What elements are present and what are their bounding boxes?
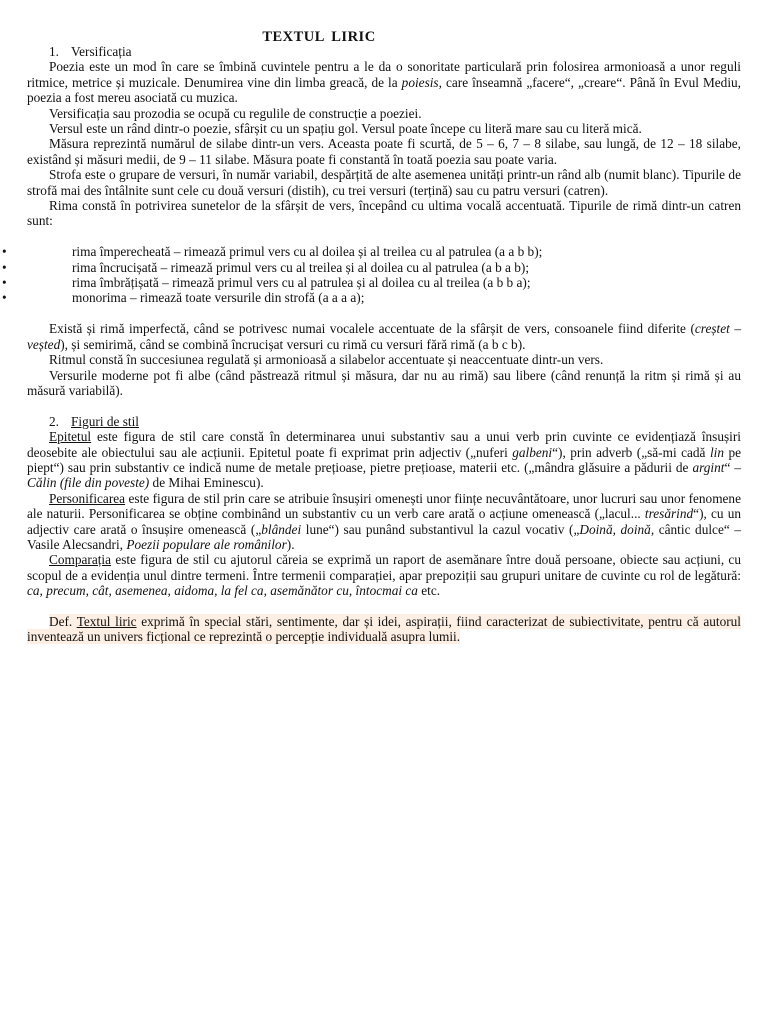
term-personificare: Personificarea	[49, 490, 126, 506]
list-item-text: rima îmbrățișată – rimează primul vers cu al patrulea și al doilea cu al treilea (a b b a);	[72, 275, 531, 291]
list-item	[2, 275, 741, 291]
text-run: , care înseamnă „facere“, „creare“. Până în Evul Mediu, poezia a fost mereu asociată cu muzica.	[27, 74, 741, 106]
bullet-icon: •	[2, 290, 7, 306]
document-title: TEXTUL LIRIC	[262, 29, 376, 45]
text-run: este figura de stil prin care se atribuie însușiri omenești unor ființe necuvântătoare, unor lucruri sau unor fenomene ale naturii. Personificarea se obține combinând un substantiv cu un verb care arată o acțiune omenească („lacul...	[27, 490, 741, 522]
list-item	[2, 290, 741, 306]
definition-term: Textul liric	[76, 613, 137, 629]
blank-line	[27, 306, 741, 321]
paragraph-versuri-moderne: Versurile moderne pot fi albe (când păstrează ritmul și măsura, dar nu au rimă) sau libere (când renunță la ritm și rimă și au măsură variabilă).	[27, 367, 741, 398]
text-run: ).	[286, 536, 295, 552]
paragraph-personificarea	[27, 491, 741, 553]
list-item-text: rima împerecheată – rimează primul vers cu al doilea și al treilea cu al patrulea (a a b b);	[72, 244, 543, 260]
definition-text: exprimă în special stări, sentimente, dar și idei, aspirații, fiind caracterizat de subiectivitate, pentru că autorul inventează un univers ficțional ce reprezintă o percepție individuală asupra lumii.	[27, 613, 741, 645]
term-comparatie: Comparația	[49, 552, 112, 568]
text-run: ), și semirimă, când se combină încrucișat versuri cu rimă cu versuri fără rimă (a b c b).	[60, 336, 526, 352]
definition-prefix: Def.	[49, 613, 77, 629]
paragraph-masura: Măsura reprezintă numărul de silabe dintr-un vers. Aceasta poate fi scurtă, de 5 – 6, 7 – 8 silabe, sau lungă, de 12 – 18 silabe, existând și măsuri medii, de 9 – 11 silabe. Măsura poate fi constantă în toată poezia sau poate varia.	[27, 136, 741, 167]
text-run: Există și rimă imperfectă, când se potrivesc numai vocalele accentuate de la sfârșit de vers, consoanele fiind diferite (	[49, 321, 695, 337]
definition-highlight	[27, 614, 741, 644]
text-run: lune“) sau punând substantivul la cazul vocativ („	[301, 521, 580, 537]
document-body	[2, 44, 742, 645]
section-title: Versificația	[71, 44, 132, 59]
paragraph-rima: Rima constă în potrivirea sunetelor de la sfârșit de vers, începând cu ultima vocală accentuată. Tipurile de rimă dintr-un catren sunt:	[27, 198, 741, 229]
text-run: “), prin adverb („să-mi cadă	[552, 444, 710, 460]
italic-term: Doină, doină	[579, 521, 651, 537]
italic-term: argint	[692, 459, 725, 475]
text-run: este figura de stil cu ajutorul căreia se exprimă un raport de asemănare între două persoane, obiecte sau acțiuni, cu scopul de a evidenția unul dintre termeni. Între termenii comparației, apar prepoziții sau grupuri unitare de cuvinte cu rol de legătură:	[27, 552, 741, 583]
text-run: pe piept“) sau prin substantiv ce indică nume de metale prețioase, pietre prețioase, materii etc. („mândra glăsuire a pădurii de	[27, 444, 742, 475]
italic-term: poiesis	[401, 74, 439, 90]
list-item	[2, 244, 741, 260]
text-run: de Mihai Eminescu).	[149, 475, 264, 491]
italic-term: Poezii populare ale românilor	[126, 536, 287, 552]
list-item	[2, 259, 741, 275]
paragraph-ritmul: Ritmul constă în succesiunea regulată și armonioasă a silabelor accentuate și neaccentuate dintr-un vers.	[49, 352, 604, 368]
paragraph-strofa: Strofa este o grupare de versuri, în număr variabil, despărțită de alte asemenea unități printr-un rând alb (numit blanc). Tipurile de strofă mai des întâlnite sunt cele cu două versuri (distih), cu trei versuri (terțină) sau cu patru versuri (catren).	[27, 167, 741, 198]
list-item-text: monorima – rimează toate versurile din strofă (a a a a);	[72, 290, 365, 306]
section-number: 1.	[49, 44, 59, 59]
italic-term: galbeni	[512, 444, 553, 460]
italic-term: creștet – veșted	[27, 321, 741, 352]
section-heading-versificatie	[27, 44, 741, 59]
list-item-text: rima încrucișată – rimează primul vers cu al treilea și al doilea cu al patrulea (a b a b);	[72, 259, 530, 275]
text-run: “), cu un adjectiv care arată o însușire omenească („	[27, 506, 741, 537]
definition-paragraph	[27, 614, 741, 645]
text-run: “ –	[724, 459, 742, 475]
section-heading-figuri	[27, 414, 741, 429]
term-epitet: Epitetul	[49, 429, 92, 445]
blank-line	[27, 229, 741, 244]
italic-term: blândei	[261, 521, 302, 537]
text-run: Poezia este un mod în care se îmbină cuvintele pentru a le da o sonoritate particulară prin folosirea armonioasă a unor reguli ritmice, metrice și muzicale. Denumirea vine din limba greacă, de la	[27, 59, 741, 90]
bullet-icon: •	[2, 259, 7, 275]
section-title: Figuri de stil	[71, 413, 139, 429]
text-run: , cântic dulce“ – Vasile Alecsandri,	[27, 521, 741, 552]
paragraph-epitetul	[27, 429, 741, 491]
italic-term: tresărind	[644, 506, 694, 522]
bullet-icon: •	[2, 244, 7, 260]
paragraph-poezia	[27, 59, 741, 105]
paragraph-versul: Versul este un rând dintr-o poezie, sfârșit cu un spațiu gol. Versul poate începe cu literă mare sau cu literă mică.	[49, 121, 642, 137]
italic-term: ca, precum, cât, asemenea, aidoma, la fel ca, asemănător cu, întocmai ca	[27, 583, 418, 599]
section-number: 2.	[49, 413, 59, 429]
italic-term: Călin (file din poveste)	[27, 475, 150, 491]
paragraph-versificatia: Versificația sau prozodia se ocupă cu regulile de construcție a poeziei.	[49, 105, 422, 121]
text-run: etc.	[417, 583, 441, 599]
blank-line	[27, 398, 741, 413]
rhyme-types-list	[2, 244, 741, 306]
paragraph-rima-imperfecta	[27, 321, 741, 352]
paragraph-comparatia	[27, 552, 741, 598]
text-run: este figura de stil care constă în determinarea unui substantiv sau a unui verb prin cuvinte ce evidențiază însușiri deosebite ale obiectului sau ale acțiunii. Epitetul poate fi exprimat prin adjectiv („nuferi	[27, 429, 741, 460]
italic-term: lin	[709, 444, 724, 460]
blank-line	[27, 599, 741, 614]
bullet-icon: •	[2, 275, 7, 291]
